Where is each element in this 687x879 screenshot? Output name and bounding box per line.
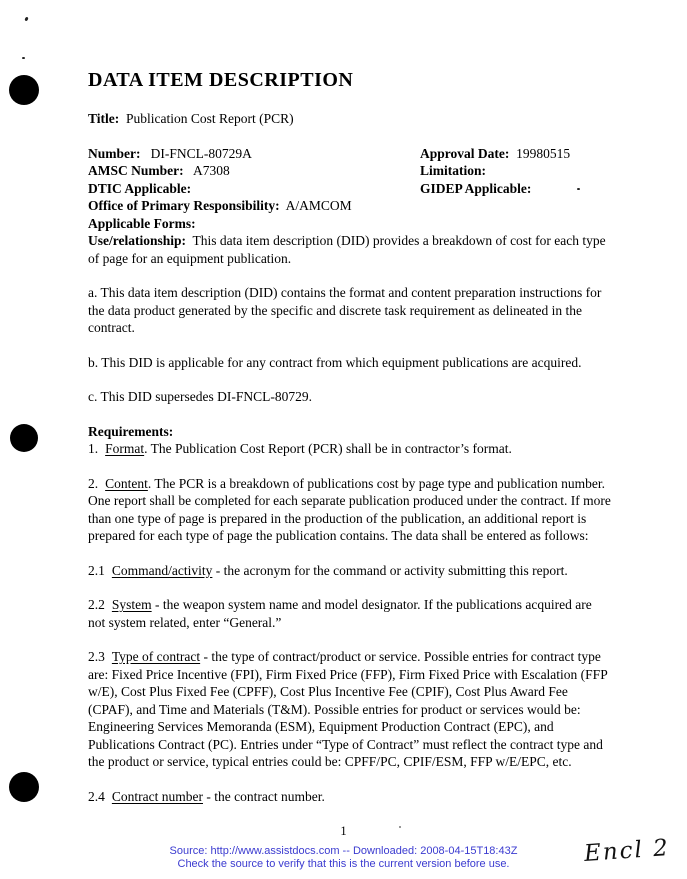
use-relationship-label: Use/relationship: (88, 233, 187, 248)
paragraph-a: a. This data item description (DID) contains the format and content preparation instructions for the data product generated by the specific and discrete task requirement as delineated in the contract. (88, 285, 602, 335)
footer-source-line: Source: http://www.assistdocs.com -- Downloaded: 2008-04-15T18:43Z (169, 845, 518, 857)
item-number: 2.3 (88, 649, 105, 664)
scan-speck (22, 57, 25, 59)
item-text: - the acronym for the command or activity submitting this report. (212, 562, 568, 578)
item-number: 2.2 (88, 597, 105, 612)
field-label: GIDEP Applicable: (420, 180, 532, 196)
field-label: Approval Date: (420, 145, 510, 161)
field-value: DI-FNCL-80729A (150, 145, 252, 161)
header-fields (88, 145, 612, 233)
item-number: 2.4 (88, 788, 105, 804)
item-text: - the type of contract/product or service. Possible entries for contract type are: Fixed Price Incentive (FPI), Firm Fixed Price (FFP), Firm Fixed Price with Escalation (FFP w/E), Cost Plus Fixed Fee (CPFF), Cost Plus Incentive Fee (CPIF), Cost Plus Award Fee (CPAF), and Time and Materials (T&M). Possible entries for product or services would be: Engineering Services Memoranda (ESM), Equipment Production Contract (EPC), and Publications Contract (PC). Entries under “Type of Contract” must reflect the contract type and the product or service, typical entries could be: CPFF/PC, CPIF/ESM, FFP w/E/EPC, etc. (88, 649, 608, 769)
header-fields-right-column (420, 145, 612, 198)
requirement-2-content (88, 475, 612, 545)
field-label: Number: (88, 145, 141, 161)
requirement-2-2-system (88, 596, 612, 631)
item-term: Command/activity (111, 562, 213, 578)
requirement-1-format (88, 440, 612, 458)
field-gidep-applicable (420, 180, 612, 198)
item-text: . The PCR is a breakdown of publications cost by page type and publication number. One report shall be completed for each separate publication produced under the contract. If more than one type of page is prepared in the production of the publication, an additional report is prepared for each type of page the publication contains. The data shall be entered as follows: (88, 475, 611, 543)
item-term: System (111, 597, 152, 612)
item-term: Contract number (111, 788, 203, 804)
use-relationship-paragraph (88, 232, 612, 267)
item-text: - the contract number. (202, 788, 325, 804)
field-applicable-forms (88, 215, 612, 233)
item-number: 1. (88, 441, 99, 456)
title-row (88, 110, 612, 128)
requirement-2-1-command-activity (88, 562, 612, 580)
item-term: Type of contract (111, 649, 201, 664)
field-approval-date (420, 145, 612, 163)
field-label: DTIC Applicable: (88, 180, 192, 196)
field-limitation (420, 162, 612, 180)
requirement-2-3-type-of-contract (88, 648, 612, 771)
item-term: Format (105, 441, 145, 456)
hole-punch-top (9, 75, 39, 105)
field-label: Office of Primary Responsibility: (88, 198, 280, 213)
title-value: Publication Cost Report (PCR) (126, 111, 294, 126)
page-number: 1 (340, 824, 347, 838)
requirement-2-4-contract-number (88, 788, 612, 806)
item-number: 2. (88, 475, 99, 491)
paragraph-c: c. This DID supersedes DI-FNCL-80729. (88, 389, 312, 404)
item-term: Content (105, 475, 148, 491)
item-text: . The Publication Cost Report (PCR) shall be in contractor’s format. (144, 441, 512, 456)
document-heading: DATA ITEM DESCRIPTION (88, 69, 354, 91)
field-office-of-primary-responsibility (88, 197, 612, 215)
title-label: Title: (88, 111, 120, 126)
item-text: - the weapon system name and model designator. If the publications acquired are not system related, enter “General.” (88, 597, 592, 630)
hole-punch-bottom (9, 772, 39, 802)
document-body (88, 68, 612, 822)
requirements-heading: Requirements: (88, 423, 174, 439)
scan-speck (24, 17, 28, 22)
field-value: A/AMCOM (285, 198, 352, 213)
field-label: Applicable Forms: (88, 215, 196, 231)
field-value: A7308 (193, 163, 230, 178)
item-number: 2.1 (88, 562, 105, 578)
handwritten-enclosure-note: Encl 2 (583, 835, 671, 867)
field-label: AMSC Number: (88, 163, 184, 178)
paragraph-b: b. This DID is applicable for any contract from which equipment publications are acquired. (88, 354, 582, 370)
field-value: 19980515 (516, 145, 571, 161)
footer-check-line: Check the source to verify that this is the current version before use. (177, 857, 510, 870)
use-relationship-text: This data item description (DID) provides a breakdown of cost for each type of page for an equipment publication. (88, 233, 606, 266)
hole-punch-middle (10, 424, 38, 452)
field-label: Limitation: (420, 163, 486, 178)
